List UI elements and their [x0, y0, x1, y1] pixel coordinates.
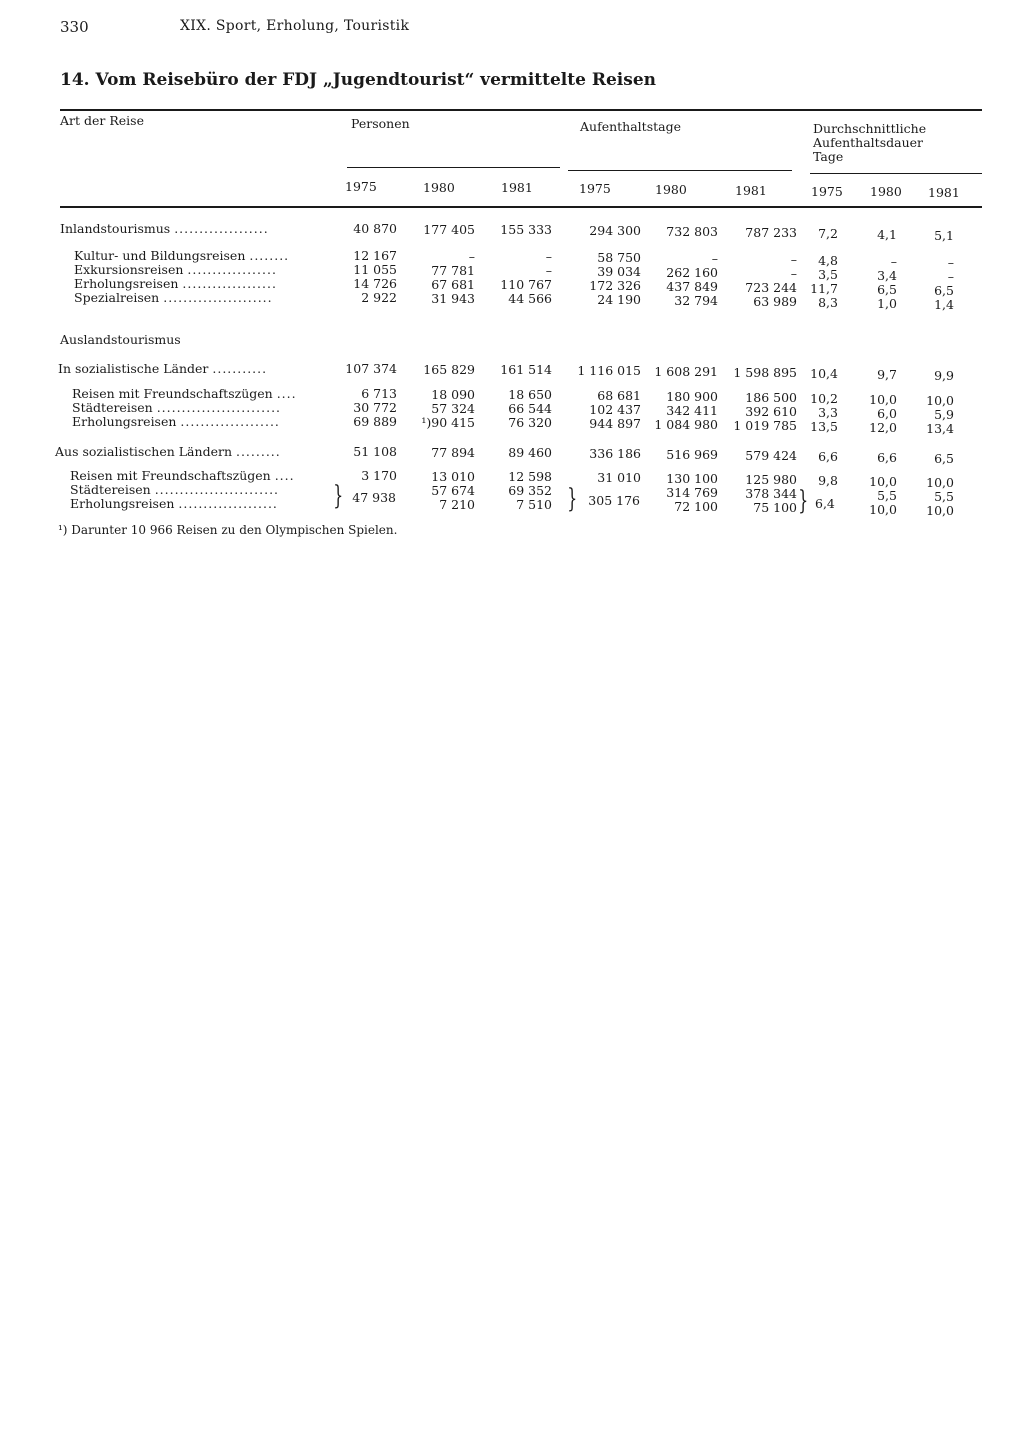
table-cell: – — [545, 249, 552, 264]
year-header: 1975 — [345, 179, 377, 194]
table-cell: 57 674 — [431, 483, 475, 498]
table-cell: 180 900 — [666, 389, 718, 404]
table-cell: ¹)90 415 — [421, 415, 475, 430]
table-cell: 69 352 — [508, 483, 552, 498]
table-cell: 9,7 — [877, 367, 897, 382]
table-cell: 9,9 — [934, 368, 954, 383]
table-cell: 4,8 — [818, 253, 838, 268]
table-cell: 10,0 — [926, 503, 954, 518]
table-cell: 9,8 — [818, 473, 838, 488]
table-cell: 6,0 — [877, 406, 897, 421]
table-cell: 294 300 — [589, 223, 641, 238]
brace-dauer: } — [798, 486, 809, 516]
table-cell: 437 849 — [666, 279, 718, 294]
table-cell: 72 100 — [674, 499, 718, 514]
table-title: 14. Vom Reisebüro der FDJ „Jugendtourist“ vermittelte Reisen — [60, 70, 656, 90]
table-cell: 3,5 — [818, 267, 838, 282]
table-cell: 18 090 — [431, 387, 475, 402]
table-cell: 314 769 — [666, 485, 718, 500]
table-cell: 7,2 — [818, 226, 838, 241]
header-dauer-line-2: Aufenthaltsdauer — [813, 135, 923, 150]
table-cell: 68 681 — [597, 388, 641, 403]
table-cell: – — [790, 252, 797, 267]
table-cell: 6,6 — [818, 449, 838, 464]
table-cell: – — [890, 254, 897, 269]
year-header: 1975 — [579, 181, 611, 196]
table-cell: – — [947, 269, 954, 284]
merged-cell-tage-1975: 305 176 — [588, 493, 640, 508]
table-cell: 1 084 980 — [654, 417, 718, 432]
header-dauer-line-1: Durchschnittliche — [813, 121, 927, 136]
table-cell: – — [545, 263, 552, 278]
group-rule-personen — [347, 167, 560, 168]
table-cell: 125 980 — [745, 472, 797, 487]
header-aufenthaltstage: Aufenthaltstage — [580, 119, 681, 134]
row-label: Reisen mit Freundschaftszügen .... — [72, 386, 297, 401]
header-art-der-reise: Art der Reise — [60, 113, 144, 128]
table-cell: 378 344 — [745, 486, 797, 501]
group-rule-dauer — [810, 173, 982, 174]
table-cell: 77 894 — [431, 445, 475, 460]
table-cell: 262 160 — [666, 265, 718, 280]
table-cell: 67 681 — [431, 277, 475, 292]
table-cell: 6,5 — [934, 283, 954, 298]
table-cell: 10,0 — [926, 475, 954, 490]
table-cell: 130 100 — [666, 471, 718, 486]
section-heading-auslandstourismus: Auslandstourismus — [60, 332, 181, 347]
table-cell: 11,7 — [810, 281, 838, 296]
table-cell: – — [468, 249, 475, 264]
table-cell: 1 019 785 — [733, 418, 797, 433]
table-cell: 102 437 — [589, 402, 641, 417]
row-label: Städtereisen ......................... — [70, 482, 280, 497]
year-header: 1981 — [501, 180, 533, 195]
table-cell: 177 405 — [423, 222, 475, 237]
row-label: Exkursionsreisen .................. — [74, 262, 277, 277]
group-rule-tage — [568, 170, 792, 171]
table-cell: 6 713 — [361, 386, 397, 401]
table-cell: 13 010 — [431, 469, 475, 484]
table-cell: 12,0 — [869, 420, 897, 435]
table-cell: 10,0 — [869, 502, 897, 517]
table-cell: 31 010 — [597, 470, 641, 485]
table-cell: 39 034 — [597, 264, 641, 279]
table-cell: 3 170 — [361, 468, 397, 483]
table-cell: 18 650 — [508, 387, 552, 402]
table-cell: – — [790, 266, 797, 281]
table-cell: 1,0 — [877, 296, 897, 311]
table-cell: 12 167 — [353, 248, 397, 263]
table-cell: 165 829 — [423, 362, 475, 377]
table-cell: 24 190 — [597, 292, 641, 307]
table-cell: 44 566 — [508, 291, 552, 306]
row-label: Spezialreisen ...................... — [74, 290, 273, 305]
year-header: 1981 — [928, 185, 960, 200]
table-cell: 172 326 — [589, 278, 641, 293]
table-cell: 5,5 — [877, 488, 897, 503]
table-cell: 1 608 291 — [654, 364, 718, 379]
table-cell: 161 514 — [500, 362, 552, 377]
header-bottom-rule — [60, 206, 982, 208]
table-cell: 3,3 — [818, 405, 838, 420]
table-cell: 732 803 — [666, 224, 718, 239]
table-cell: 57 324 — [431, 401, 475, 416]
table-cell: – — [711, 251, 718, 266]
table-cell: 13,4 — [926, 421, 954, 436]
table-cell: 3,4 — [877, 268, 897, 283]
table-cell: 944 897 — [589, 416, 641, 431]
table-cell: 8,3 — [818, 295, 838, 310]
header-dauer-line-3: Tage — [813, 149, 844, 164]
table-cell: 787 233 — [745, 225, 797, 240]
table-cell: 12 598 — [508, 469, 552, 484]
table-cell: 4,1 — [877, 227, 897, 242]
table-cell: 10,4 — [810, 366, 838, 381]
table-cell: 186 500 — [745, 390, 797, 405]
row-label: Aus sozialistischen Ländern ......... — [55, 444, 281, 459]
year-header: 1981 — [735, 183, 767, 198]
table-cell: 30 772 — [353, 400, 397, 415]
row-label: Kultur- und Bildungsreisen ........ — [74, 248, 290, 263]
table-cell: 2 922 — [361, 290, 397, 305]
table-cell: 155 333 — [500, 222, 552, 237]
table-cell: 723 244 — [745, 280, 797, 295]
table-cell: 63 989 — [753, 294, 797, 309]
row-label: Inlandstourismus ................... — [60, 221, 269, 236]
table-cell: 516 969 — [666, 447, 718, 462]
year-header: 1980 — [423, 180, 455, 195]
table-cell: 5,5 — [934, 489, 954, 504]
table-cell: 1 116 015 — [577, 363, 641, 378]
brace-personen: } — [333, 481, 344, 511]
merged-cell-dauer-1975: 6,4 — [815, 496, 835, 511]
row-label: In sozialistische Länder ........... — [58, 361, 268, 376]
merged-cell-personen-1975: 47 938 — [352, 490, 396, 505]
row-label: Städtereisen ......................... — [72, 400, 282, 415]
table-cell: 342 411 — [666, 403, 718, 418]
row-label: Erholungsreisen .................... — [72, 414, 280, 429]
table-cell: 66 544 — [508, 401, 552, 416]
row-label: Reisen mit Freundschaftszügen .... — [70, 468, 295, 483]
table-cell: 75 100 — [753, 500, 797, 515]
row-label: Erholungsreisen .................... — [70, 496, 278, 511]
table-cell: 1,4 — [934, 297, 954, 312]
row-label: Erholungsreisen ................... — [74, 276, 277, 291]
table-cell: 5,1 — [934, 228, 954, 243]
table-cell: 89 460 — [508, 445, 552, 460]
table-cell: 1 598 895 — [733, 365, 797, 380]
table-cell: 32 794 — [674, 293, 718, 308]
brace-tage: } — [567, 484, 578, 514]
header-personen: Personen — [351, 116, 410, 131]
table-cell: 14 726 — [353, 276, 397, 291]
year-header: 1980 — [655, 182, 687, 197]
table-cell: 11 055 — [353, 262, 397, 277]
table-cell: 6,5 — [877, 282, 897, 297]
table-cell: 10,2 — [810, 391, 838, 406]
table-cell: 110 767 — [500, 277, 552, 292]
table-cell: – — [947, 255, 954, 270]
table-cell: 6,6 — [877, 450, 897, 465]
table-cell: 76 320 — [508, 415, 552, 430]
table-cell: 77 781 — [431, 263, 475, 278]
table-cell: 58 750 — [597, 250, 641, 265]
year-header: 1975 — [811, 184, 843, 199]
table-cell: 10,0 — [926, 393, 954, 408]
table-cell: 31 943 — [431, 291, 475, 306]
table-cell: 10,0 — [869, 474, 897, 489]
table-cell: 69 889 — [353, 414, 397, 429]
table-cell: 7 510 — [516, 497, 552, 512]
table-cell: 7 210 — [439, 497, 475, 512]
table-cell: 579 424 — [745, 448, 797, 463]
running-head: XIX. Sport, Erholung, Touristik — [180, 18, 410, 34]
table-cell: 13,5 — [810, 419, 838, 434]
table-cell: 107 374 — [345, 361, 397, 376]
table-cell: 40 870 — [353, 221, 397, 236]
footnote: ¹) Darunter 10 966 Reisen zu den Olympischen Spielen. — [58, 523, 398, 537]
table-cell: 336 186 — [589, 446, 641, 461]
top-rule — [60, 109, 982, 111]
page-number: 330 — [60, 18, 89, 36]
table-cell: 392 610 — [745, 404, 797, 419]
year-header: 1980 — [870, 184, 902, 199]
table-cell: 6,5 — [934, 451, 954, 466]
table-cell: 10,0 — [869, 392, 897, 407]
table-cell: 5,9 — [934, 407, 954, 422]
table-cell: 51 108 — [353, 444, 397, 459]
